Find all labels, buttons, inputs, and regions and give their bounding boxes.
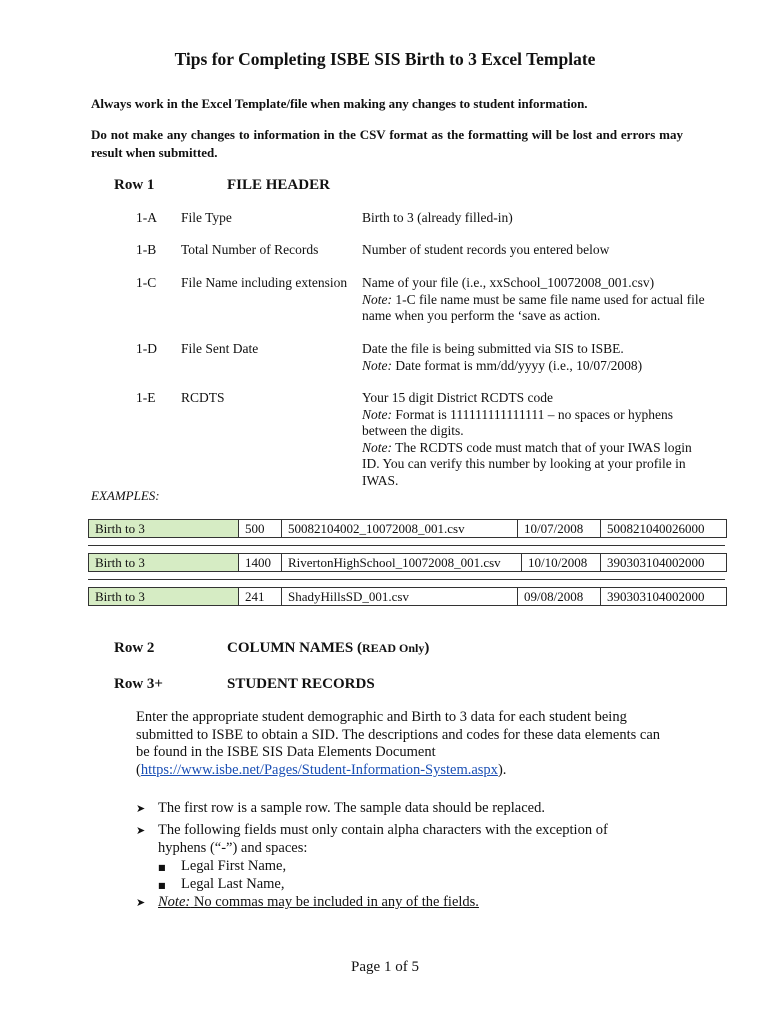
row1-heading: FILE HEADER: [227, 177, 330, 193]
item-desc: Number of student records you entered below: [362, 242, 610, 257]
example-cell: ShadyHillsSD_001.csv: [282, 588, 518, 605]
bullet-note: Note: No commas may be included in any of the fields.: [158, 894, 479, 910]
item-note-2: Note: The RCDTS code must match that of your IWAS login ID. You can verify this number by looking at your profile in IWAS.: [362, 439, 692, 488]
example-cell: Birth to 3: [89, 554, 239, 571]
page-title: Tips for Completing ISBE SIS Birth to 3 Excel Template: [174, 49, 596, 69]
item-name: File Name including extension: [181, 275, 348, 290]
divider: [88, 579, 725, 580]
row1-label: Row 1: [114, 177, 155, 193]
item-note: Note: 1-C file name must be same file name used for actual file name when you perform the ‘save as action.: [362, 291, 705, 324]
example-cell: 09/08/2008: [518, 588, 601, 605]
item-name: File Sent Date: [181, 341, 259, 356]
row3-heading: STUDENT RECORDS: [227, 676, 375, 692]
divider: [88, 545, 725, 546]
item-code: 1-D: [136, 341, 157, 356]
item-desc-block: [362, 341, 707, 374]
example-cell: Birth to 3: [89, 588, 239, 605]
item-code: 1-B: [136, 242, 157, 257]
item-code: 1-E: [136, 390, 156, 405]
example-cell: 10/07/2008: [518, 520, 601, 537]
bullet-arrow: ➤: [136, 802, 146, 815]
example-cell: 1400: [239, 554, 282, 571]
sub-bullet-text: Legal Last Name,: [181, 876, 285, 892]
item-name: Total Number of Records: [181, 242, 319, 257]
item-desc: Your 15 digit District RCDTS code: [362, 390, 554, 405]
example-cell: 500: [239, 520, 282, 537]
example-cell: 50082104002_10072008_001.csv: [282, 520, 518, 537]
item-desc: Date the file is being submitted via SIS to ISBE.: [362, 341, 624, 356]
item-code: 1-C: [136, 275, 157, 290]
row3-paragraph: Enter the appropriate student demographic and Birth to 3 data for each student being submitted to ISBE to obtain a SID. The descriptions and codes for these data elements can be found in the ISBE SIS Data Elements Document (https://www.isbe.net/Pages/Student-Information-System.aspx).: [136, 709, 661, 778]
item-desc-block: [362, 390, 692, 490]
example-cell: 500821040026000: [607, 521, 705, 536]
bullet-arrow: ➤: [136, 896, 146, 909]
row2-label: Row 2: [114, 640, 155, 656]
sub-bullet-marker: ■: [158, 863, 166, 872]
example-row: [88, 587, 727, 606]
page-footer: Page 1 of 5: [351, 959, 419, 975]
example-cell: 390303104002000: [607, 589, 705, 604]
row3-label: Row 3+: [114, 676, 163, 692]
item-note: Note: Format is 111111111111111 – no spaces or hyphens between the digits.: [362, 406, 673, 439]
row2-heading: COLUMN NAMES (READ Only): [227, 640, 430, 656]
example-cell: 241: [239, 588, 282, 605]
example-cell: Birth to 3: [89, 520, 239, 537]
item-desc: Name of your file (i.e., xxSchool_10072008_001.csv): [362, 275, 655, 290]
item-code: 1-A: [136, 210, 157, 225]
item-name: RCDTS: [181, 390, 225, 405]
item-note: Note: Date format is mm/dd/yyyy (i.e., 10/07/2008): [362, 357, 643, 373]
sub-bullet-marker: ■: [158, 881, 166, 890]
item-desc-block: [362, 275, 707, 325]
item-desc: Birth to 3 (already filled-in): [362, 210, 513, 225]
example-row: [88, 519, 727, 538]
example-cell: 10/10/2008: [522, 554, 601, 571]
bullet-text: The first row is a sample row. The sample data should be replaced.: [158, 800, 545, 816]
example-cell: 390303104002000: [607, 555, 705, 570]
bullet-arrow: ➤: [136, 824, 146, 837]
examples-label: EXAMPLES:: [91, 488, 160, 503]
intro-line-2: Do not make any changes to information in the CSV format as the formatting will be lost and errors may result when submitted.: [91, 127, 683, 160]
example-row: [88, 553, 727, 572]
bullet-text: The following fields must only contain alpha characters with the exception of hyphens (“-”) and spaces:: [158, 822, 608, 856]
item-name: File Type: [181, 210, 232, 225]
intro-line-1: Always work in the Excel Template/file when making any changes to student information.: [91, 96, 588, 111]
data-elements-link[interactable]: https://www.isbe.net/Pages/Student-Information-System.aspx: [140, 761, 498, 778]
sub-bullet-text: Legal First Name,: [181, 858, 287, 874]
example-cell: RivertonHighSchool_10072008_001.csv: [282, 554, 522, 571]
